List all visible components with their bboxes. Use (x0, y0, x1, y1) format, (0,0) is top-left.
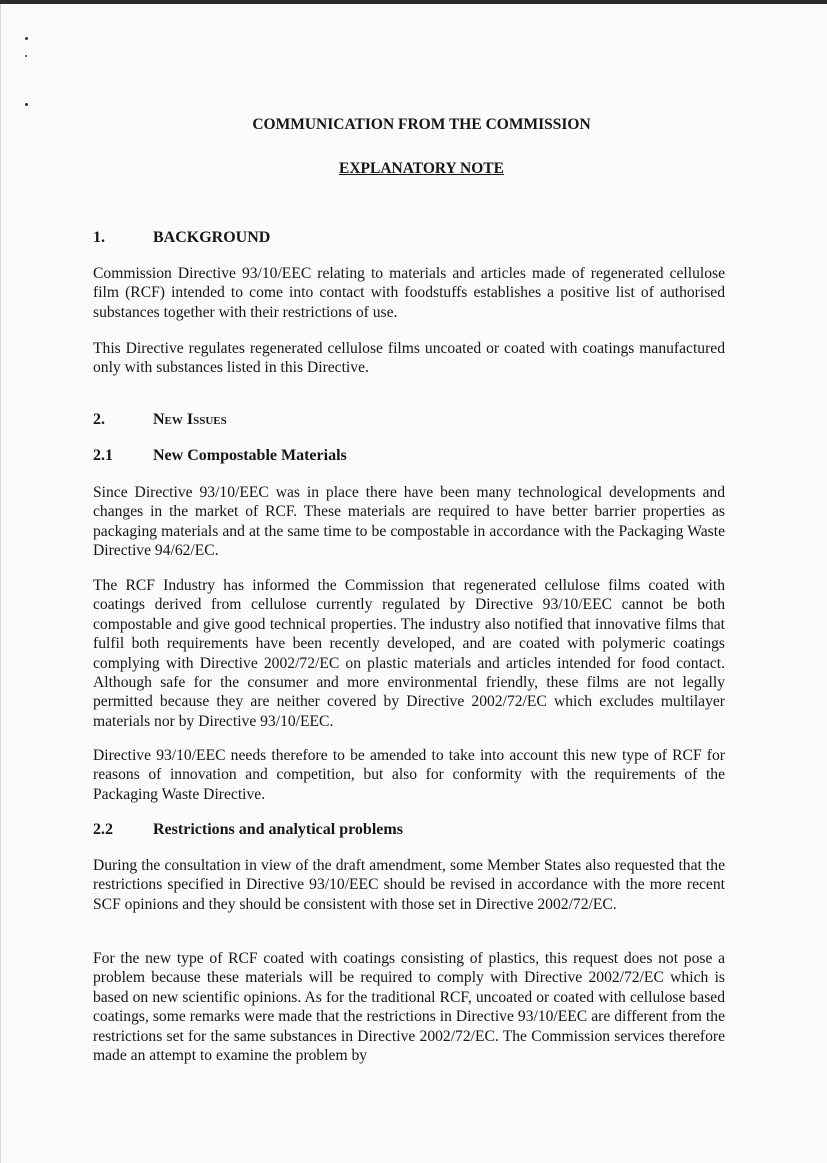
section-title: New Compostable Materials (153, 447, 347, 464)
paragraph: This Directive regulates regenerated cellulose films uncoated or coated with coatings manufactured only with substances listed in this Directive. (93, 340, 725, 377)
document-title: COMMUNICATION FROM THE COMMISSION (252, 116, 591, 133)
section-2-heading (93, 411, 227, 429)
section-1-heading (93, 229, 270, 247)
section-number: 2.1 (93, 447, 113, 464)
scan-mark (25, 55, 27, 57)
document-subtitle: EXPLANATORY NOTE (339, 160, 504, 177)
section-2-2-heading (93, 821, 403, 839)
scan-mark (25, 103, 28, 106)
section-number: 1. (93, 229, 105, 246)
section-number: 2. (93, 411, 105, 428)
section-2-1-heading (93, 447, 347, 465)
paragraph: Directive 93/10/EEC needs therefore to be amended to take into account this new type of RCF for reasons of innovation and competition, but also for conformity with the requirements of the Packaging Waste Directive. (93, 747, 725, 803)
section-title: New Issues (153, 411, 227, 428)
paragraph: Commission Directive 93/10/EEC relating to materials and articles made of regenerated cellulose film (RCF) intended to come into contact with foodstuffs establishes a positive list of authorised substances together with their restrictions of use. (93, 265, 725, 321)
section-number: 2.2 (93, 821, 113, 838)
paragraph: The RCF Industry has informed the Commission that regenerated cellulose films coated with coatings derived from cellulose currently regulated by Directive 93/10/EEC cannot be both compostable and give good technical properties. The industry also notified that innovative films that fulfil both requirements have been recently developed, and are coated with polymeric coatings complying with Directive 2002/72/EC on plastic materials and articles intended for food contact. Although safe for the consumer and more environmental friendly, these films are not legally permitted because they are neither covered by Directive 2002/72/EC which excludes multilayer materials nor by Directive 93/10/EEC. (93, 577, 725, 730)
paragraph: For the new type of RCF coated with coatings consisting of plastics, this request does not pose a problem because these materials will be required to comply with Directive 2002/72/EC which is based on new scientific opinions. As for the traditional RCF, uncoated or coated with cellulose based coatings, some remarks were made that the restrictions in Directive 93/10/EEC are different from the restrictions set for the same substances in Directive 2002/72/EC. The Commission services therefore made an attempt to examine the problem by (93, 950, 725, 1065)
paragraph: During the consultation in view of the draft amendment, some Member States also requested that the restrictions specified in Directive 93/10/EEC should be revised in accordance with the more recent SCF opinions and they should be consistent with those set in Directive 2002/72/EC. (93, 857, 725, 913)
top-border-line (0, 0, 827, 4)
section-title: BACKGROUND (153, 229, 271, 246)
section-title: Restrictions and analytical problems (153, 821, 403, 838)
scan-mark (25, 37, 28, 40)
paragraph: Since Directive 93/10/EEC was in place there have been many technological developments and changes in the market of RCF. These materials are required to have better barrier properties as packaging materials and at the same time to be compostable in accordance with the Packaging Waste Directive 94/62/EC. (93, 484, 725, 560)
